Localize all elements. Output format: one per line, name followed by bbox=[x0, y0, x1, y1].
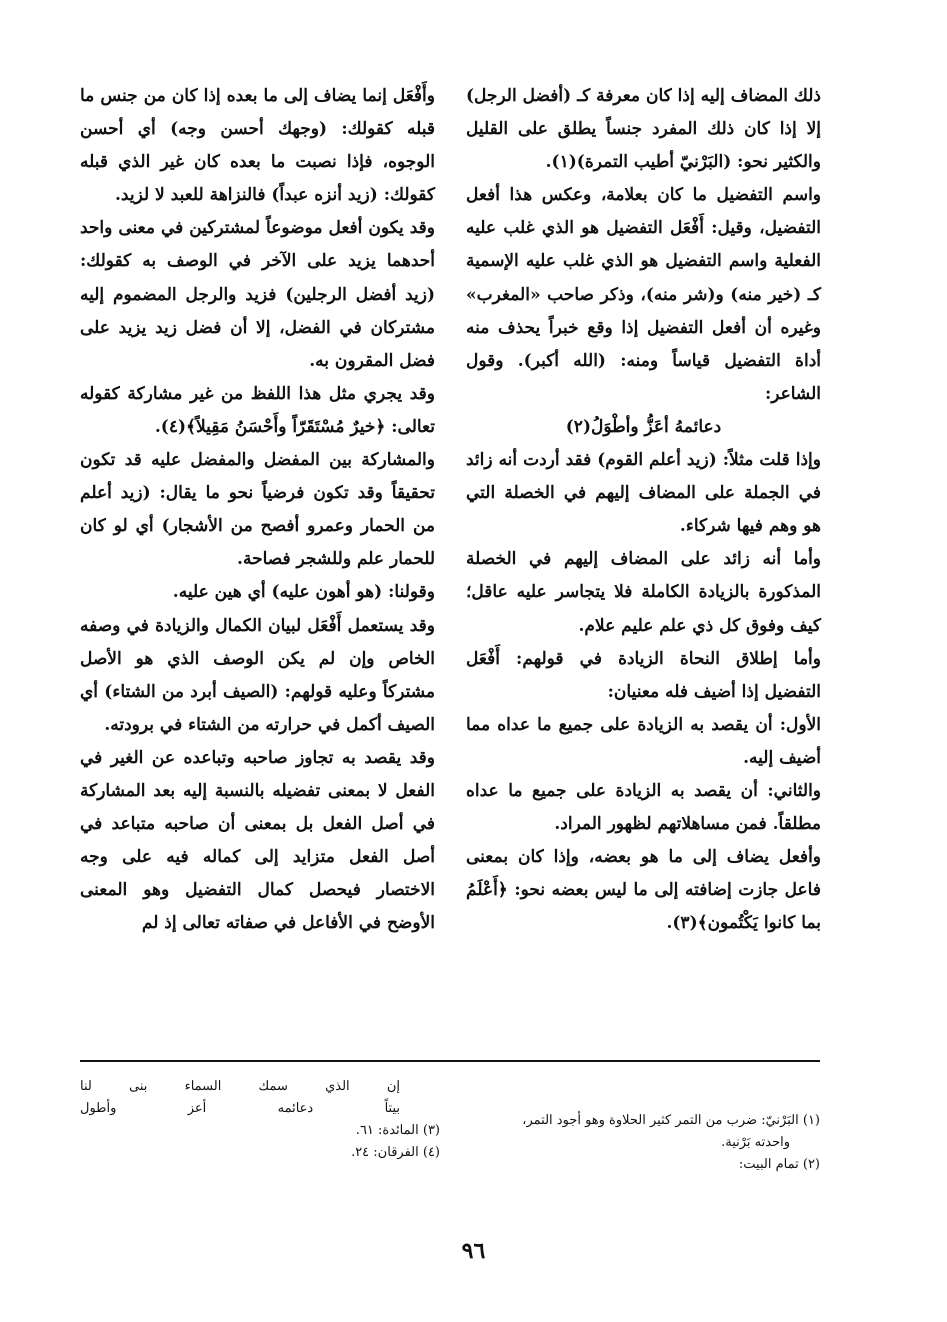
verse-word: بيتاً bbox=[384, 1101, 400, 1116]
paragraph: وأفعل يضاف إلى ما هو بعضه، وإذا كان بمعنى فاعل جازت إضافته إلى ما ليس بعضه نحو: ﴿أَعْلَمُ بما كانوا يَكْتُمون﴾(٣). bbox=[466, 847, 821, 934]
verse-word: أعز bbox=[187, 1101, 207, 1116]
paragraph: وقولنا: (هو أهون عليه) أي هين عليه. bbox=[172, 582, 435, 603]
paragraph: والمشاركة بين المفضل والمفضل عليه قد تكون تحقيقاً وقد تكون فرضياً نحو ما يقال: (زيد أعلم من الحمار وعمرو أفصح من الأشجار) أي لو كان للحمار علم وللشجر فصاحة. bbox=[80, 450, 435, 570]
paragraph: وأَفْعَل إنما يضاف إلى ما بعده إذا كان من جنس ما قبله كقولك: (وجهك أحسن وجه) أي أحسن الوجوه، فإذا نصبت ما بعده كان غير الذي قبله كقولك: (زيد أنزه عبداً) فالنزاهة للعبد لا لزيد. bbox=[80, 86, 435, 206]
verse-line-2 bbox=[80, 1098, 440, 1120]
paragraph: وإذا قلت مثلاً: (زيد أعلم القوم) فقد أردت أنه زائد في الجملة على المضاف إليهم في الخصلة التي هو وهم فيها شركاء. bbox=[466, 450, 821, 537]
verse-word: وأطول bbox=[80, 1101, 117, 1116]
verse-word: الذي bbox=[325, 1079, 350, 1094]
footnotes-left bbox=[80, 1076, 440, 1164]
paragraph: وقد يكون أفعل موضوعاً لمشتركين في معنى واحد أحدهما يزيد على الآخر في الوصف به كقولك: (زيد أفضل الرجلين) فزيد والرجل المضموم إليه مشتركان في الفضل، إلا أن فضل زيد يزيد على فضل المقرون به. bbox=[80, 218, 435, 371]
verse-word: بنى bbox=[129, 1079, 148, 1094]
footnotes-right bbox=[470, 1110, 820, 1176]
verse-word: السماء bbox=[184, 1079, 222, 1094]
paragraph: وأما أنه زائد على المضاف إليهم في الخصلة المذكورة بالزيادة الكاملة فلا يتجاسر عليه عاقل؛ كيف وفوق كل ذي علم عليم علام. bbox=[466, 549, 821, 636]
paragraph: وقد يجري مثل هذا اللفظ من غير مشاركة كقوله تعالى: ﴿خيرٌ مُسْتَقَرّاً وأَحْسَنُ مَقِيلاً﴾(٤). bbox=[80, 383, 435, 437]
paragraph: واسم التفضيل ما كان بعلامة، وعكس هذا أفعل التفضيل، وقيل: أَفْعَل التفضيل هو الذي غلب عليه الفعلية واسم التفضيل هو الذي غلب عليه الإسمية كـ (خير منه) و(شر منه)، وذكر صاحب «المغرب» وغيره أن أفعل التفضيل إذا وقع خبراً يحذف منه أداة التفضيل قياساً ومنه: (الله أكبر). وقول الشاعر: bbox=[466, 185, 821, 404]
verse-word: سمك bbox=[258, 1079, 288, 1094]
footnote: (١) البَرْنيّ: ضرب من التمر كثير الحلاوة وهو أجود التمر، bbox=[522, 1113, 820, 1128]
paragraph: وأما إطلاق النحاة الزيادة في قولهم: أَفْعَل التفضيل إذا أضيف فله معنيان: bbox=[466, 648, 821, 702]
paragraph: ذلك المضاف إليه إذا كان معرفة كـ (أفضل الرجل) إلا إذا كان ذلك المفرد جنساً يطلق على القليل والكثير نحو: (البَرْنيّ أطيب التمرة)(١). bbox=[466, 86, 821, 173]
footnote-divider bbox=[80, 1060, 820, 1062]
footnote: (٣) المائدة: ٦١. bbox=[355, 1123, 440, 1138]
paragraph: وقد يستعمل أَفْعَل لبيان الكمال والزيادة في وصفه الخاص وإن لم يكن الوصف الذي هو الأصل مشتركاً وعليه قولهم: (الصيف أبرد من الشتاء) أي الصيف أكمل في حرارته من الشتاء في برودته. bbox=[80, 615, 435, 735]
footnote: (٢) تمام البيت: bbox=[738, 1157, 820, 1172]
verse-word: دعائمه bbox=[277, 1101, 314, 1116]
verse-word: لنا bbox=[80, 1079, 92, 1094]
verse-line-1 bbox=[80, 1076, 440, 1098]
right-text-column bbox=[466, 80, 821, 940]
verse-fragment: دعائمهُ أعَزُّ وأطْوَلُ(٢) bbox=[565, 416, 722, 437]
footnote-continuation: واحدته بَرْنية. bbox=[721, 1135, 790, 1150]
paragraph: وقد يقصد به تجاوز صاحبه وتباعده عن الغير في الفعل لا بمعنى تفضيله بالنسبة إليه بعد المشاركة في أصل الفعل بل بمعنى أن صاحبه متباعد في أصل الفعل متزايد إلى كماله فيه على وجه الاختصار فيحصل كمال التفضيل وهو المعنى الأوضح في الأفاعل في صفاته تعالى إذ لم bbox=[80, 747, 435, 934]
page-number: ٩٦ bbox=[461, 1238, 486, 1264]
footnote: (٤) الفرقان: ٢٤. bbox=[351, 1145, 440, 1160]
paragraph: الأول: أن يقصد به الزيادة على جميع ما عداه مما أضيف إليه. bbox=[466, 714, 821, 768]
paragraph: والثاني: أن يقصد به الزيادة على جميع ما عداه مطلقاً. فمن مساهلاتهم لظهور المراد. bbox=[466, 780, 821, 835]
left-text-column bbox=[80, 80, 435, 940]
verse-word: إن bbox=[386, 1079, 400, 1094]
